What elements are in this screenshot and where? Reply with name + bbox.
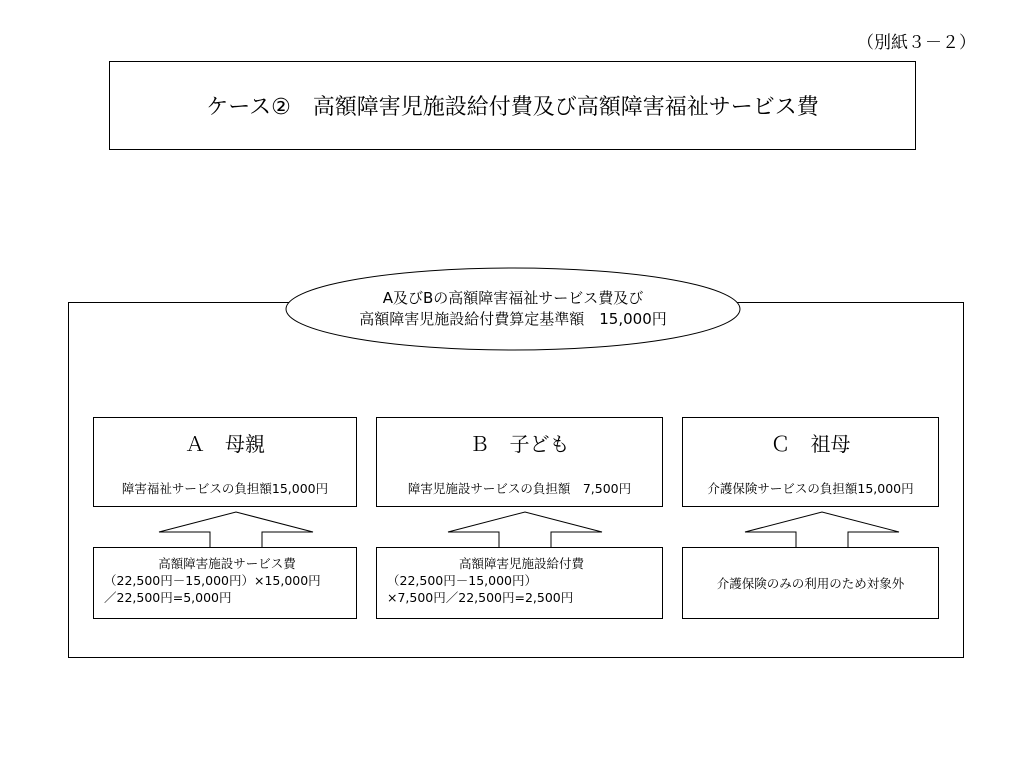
calc-box-b bbox=[376, 547, 663, 619]
standard-line-2: 高額障害児施設給付費算定基準額 15,000円 bbox=[359, 310, 667, 328]
standard-amount-text bbox=[285, 267, 741, 351]
annex-label: （別紙３－２） bbox=[857, 33, 976, 53]
calc-b-title: 高額障害児施設給付費 bbox=[458, 556, 584, 571]
person-c-name: Ｃ 祖母 bbox=[770, 432, 851, 456]
arrow-up-c bbox=[744, 509, 900, 549]
person-c-burden: 介護保険サービスの負担額15,000円 bbox=[707, 481, 914, 496]
calc-b-line-2: ×7,500円／22,500円=2,500円 bbox=[387, 590, 574, 605]
calc-box-c bbox=[682, 547, 939, 619]
title-box bbox=[109, 61, 916, 150]
person-a-burden: 障害福祉サービスの負担額15,000円 bbox=[121, 481, 329, 496]
arrow-up-b bbox=[447, 509, 603, 549]
standard-line-1: A及びBの高額障害福祉サービス費及び bbox=[382, 289, 644, 307]
person-b-burden: 障害児施設サービスの負担額 7,500円 bbox=[407, 481, 632, 496]
calc-box-a bbox=[93, 547, 357, 619]
calc-a-line-2: ／22,500円=5,000円 bbox=[104, 590, 232, 605]
person-b-box bbox=[376, 417, 663, 507]
calc-a-title: 高額障害施設サービス費 bbox=[158, 556, 296, 571]
arrow-up-a bbox=[158, 509, 314, 549]
page-title: ケース② 高額障害児施設給付費及び高額障害福祉サービス費 bbox=[206, 95, 819, 120]
person-a-box bbox=[93, 417, 357, 507]
calc-b-line-1: （22,500円－15,000円） bbox=[387, 573, 537, 588]
standard-amount-ellipse bbox=[285, 267, 741, 351]
calc-a-line-1: （22,500円－15,000円）×15,000円 bbox=[104, 573, 321, 588]
person-a-name: Ａ 母親 bbox=[185, 432, 265, 456]
person-b-name: Ｂ 子ども bbox=[469, 432, 570, 456]
person-c-box bbox=[682, 417, 939, 507]
calc-c-text: 介護保険のみの利用のため対象外 bbox=[716, 575, 905, 591]
